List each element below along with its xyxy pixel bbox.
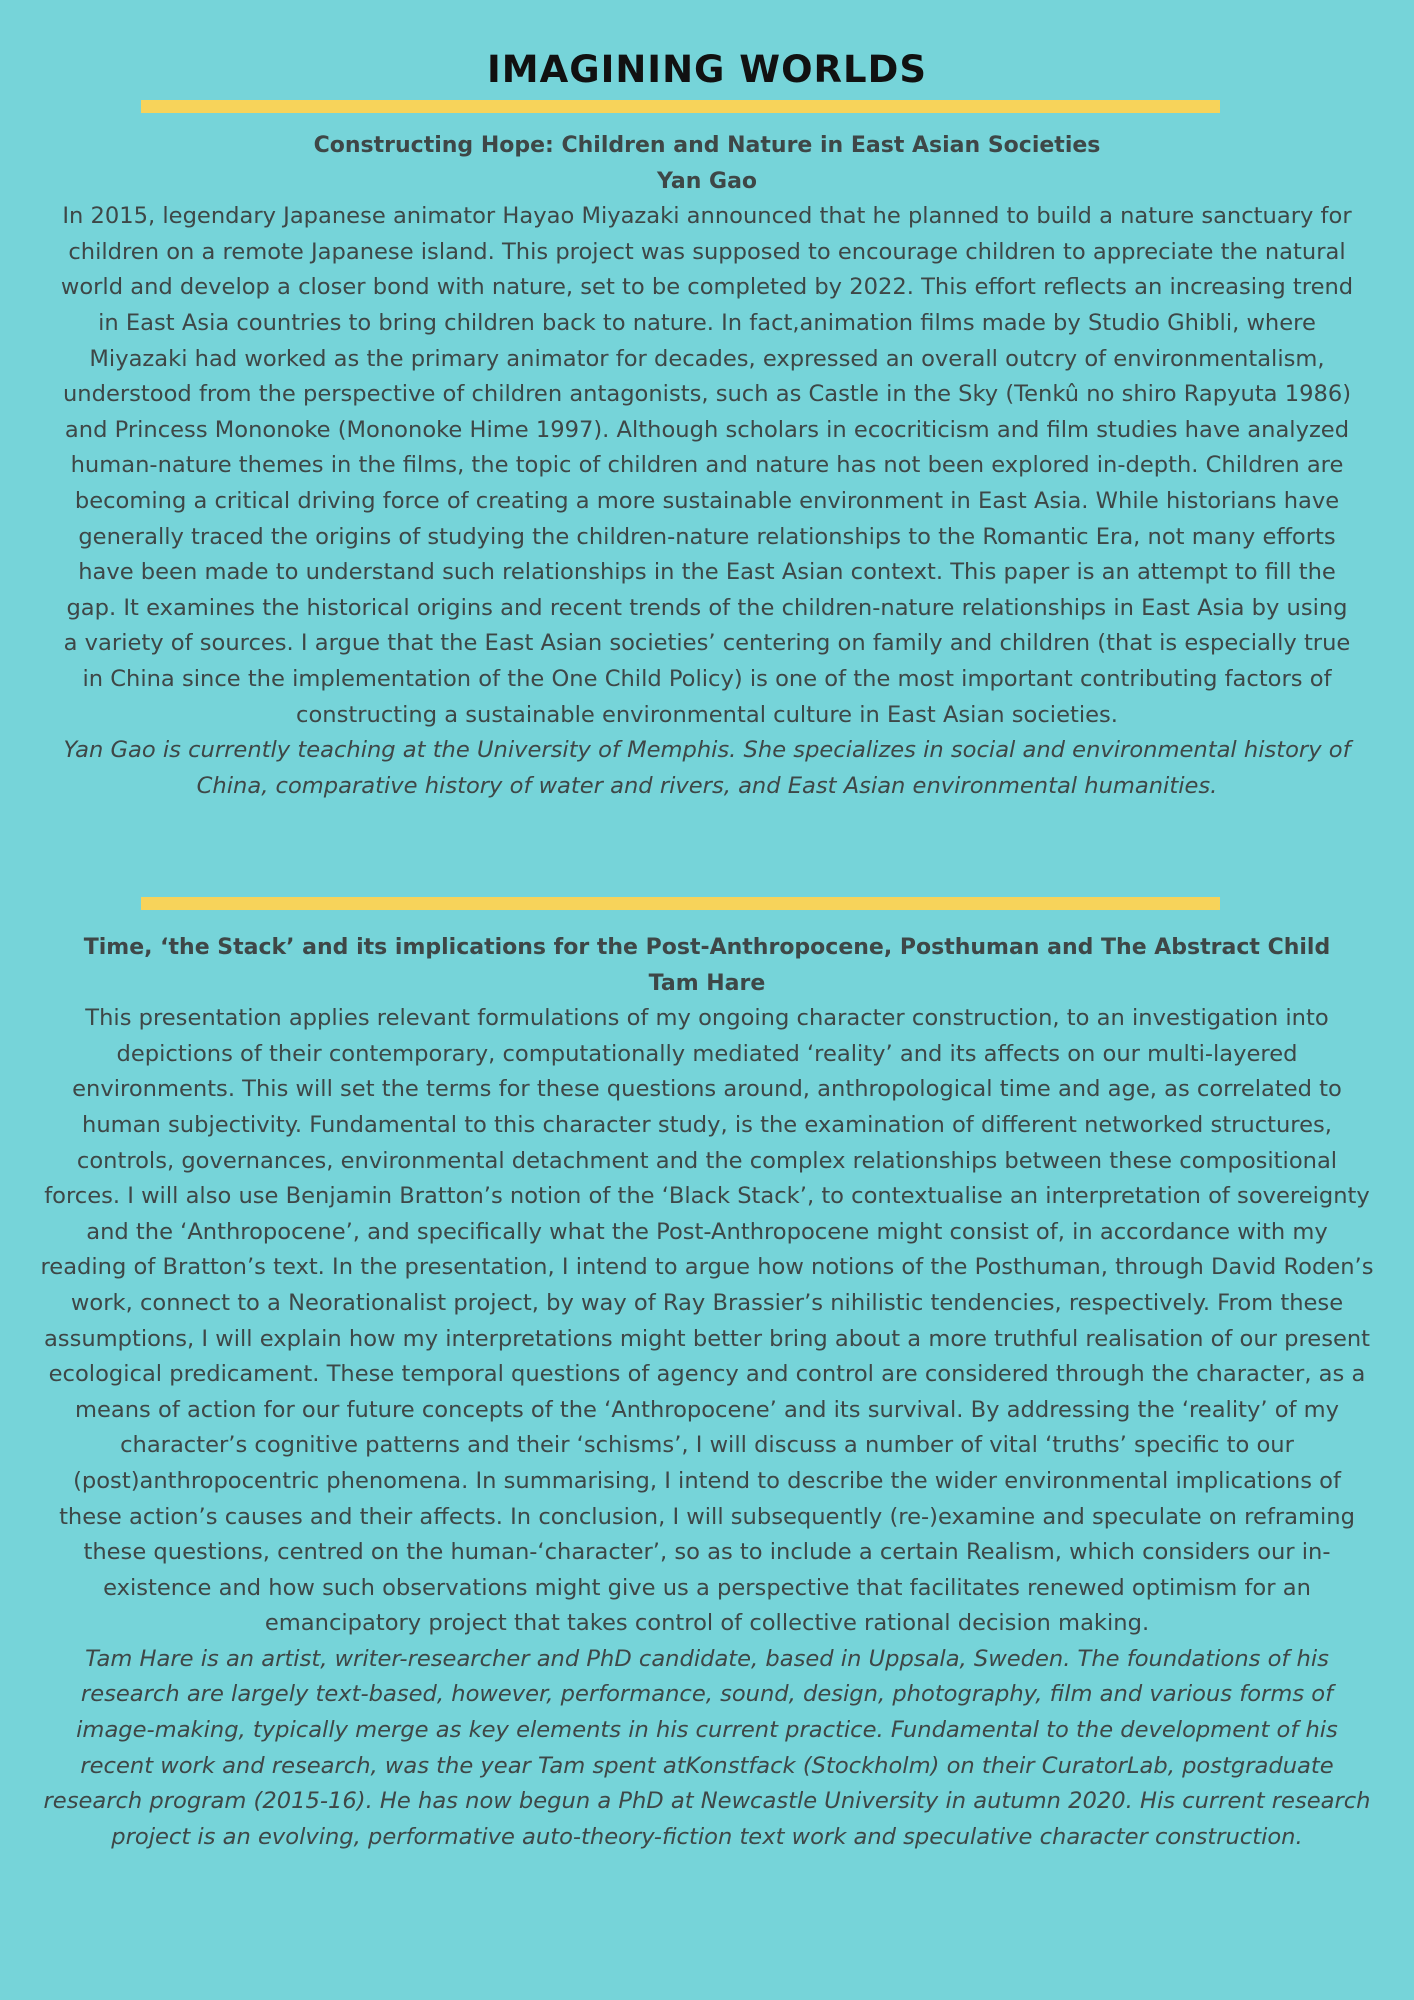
abstract-section-1 (60, 128, 1354, 804)
author-bio: Tam Hare is an artist, writer-researcher and PhD candidate, based in Uppsala, Sweden. The foundations of his research are largely text-based, however, performance, sound, design, photography, film and various forms of image-making, typically merge as key elements in his current practice. Fundamental to the development of his recent work and research, was the year Tam spent atKonstfack (Stockholm) on their CuratorLab, postgraduate research program (2015-16). He has now begun a PhD at Newcastle University in autumn 2020. His current research project is an evolving, performative auto-theory-fiction text work and speculative character construction. (43, 1645, 1371, 1850)
author-bio: Yan Gao is currently teaching at the University of Memphis. She specializes in social and environmental history of China, comparative history of water and rivers, and East Asian environmental humanities. (63, 737, 1351, 799)
section-title: Time, ‘the Stack’ and its implications for the Post-Anthropocene, Posthuman and The Abstract Child (83, 935, 1331, 960)
page-title: IMAGINING WORLDS (486, 48, 927, 91)
abstract-section-2 (40, 930, 1374, 1855)
section-author: Yan Gao (656, 168, 758, 194)
divider-middle (141, 897, 1220, 910)
divider-top (141, 100, 1220, 113)
section-title: Constructing Hope: Children and Nature in East Asian Societies (313, 133, 1101, 158)
section-abstract: This presentation applies relevant formulations of my ongoing character construction, to an investigation into depictions of their contemporary, computationally mediated ‘reality’ and its affects on our multi-layered environments. This will set the terms for these questions around, anthropological time and age, as correlated to human subjectivity. Fundamental to this character study, is the examination of different networked structures, controls, governances, environmental detachment and the complex relationships between these compositional forces. I will also use Benjamin Bratton’s notion of the ‘Black Stack’, to contextualise an interpretation of sovereignty and the ‘Anthropocene’, and specifically what the Post-Anthropocene might consist of, in accordance with my reading of Bratton’s text. In the presentation, I intend to argue how notions of the Posthuman, through David Roden’s work, connect to a Neorationalist project, by way of Ray Brassier’s nihilistic tendencies, respectively. From these assumptions, I will explain how my interpretations might better bring about a more truthful realisation of our present ecological predicament. These temporal questions of agency and control are considered through the character, as a means of action for our future concepts of the ‘Anthropocene’ and its survival. By addressing the ‘reality’ of my character’s cognitive patterns and their ‘schisms’, I will discuss a number of vital ‘truths’ specific to our (post)anthropocentric phenomena. In summarising, I intend to describe the wider environmental implications of these action’s causes and their affects. In conclusion, I will subsequently (re-)examine and speculate on reframing these questions, centred on the human-‘character’, so as to include a certain Realism, which considers our in-existence and how such observations might give us a perspective that facilitates renewed optimism for an emancipatory project that takes control of collective rational decision making. (40, 1005, 1374, 1637)
section-author: Tam Hare (648, 970, 766, 996)
section-abstract: In 2015, legendary Japanese animator Hayao Miyazaki announced that he planned to build a nature sanctuary for children on a remote Japanese island. This project was supposed to encourage children to appreciate the natural world and develop a closer bond with nature, set to be completed by 2022. This effort reflects an increasing trend in East Asia countries to bring children back to nature. In fact,animation films made by Studio Ghibli, where Miyazaki had worked as the primary animator for decades, expressed an overall outcry of environmentalism, understood from the perspective of children antagonists, such as Castle in the Sky (Tenkû no shiro Rapyuta 1986) and Princess Mononoke (Mononoke Hime 1997). Although scholars in ecocriticism and film studies have analyzed human-nature themes in the films, the topic of children and nature has not been explored in-depth. Children are becoming a critical driving force of creating a more sustainable environment in East Asia. While historians have generally traced the origins of studying the children-nature relationships to the Romantic Era, not many efforts have been made to understand such relationships in the East Asian context. This paper is an attempt to fill the gap. It examines the historical origins and recent trends of the children-nature relationships in East Asia by using a variety of sources. I argue that the East Asian societies’ centering on family and children (that is especially true in China since the implementation of the One Child Policy) is one of the most important contributing factors of constructing a sustainable environmental culture in East Asian societies. (60, 203, 1354, 728)
